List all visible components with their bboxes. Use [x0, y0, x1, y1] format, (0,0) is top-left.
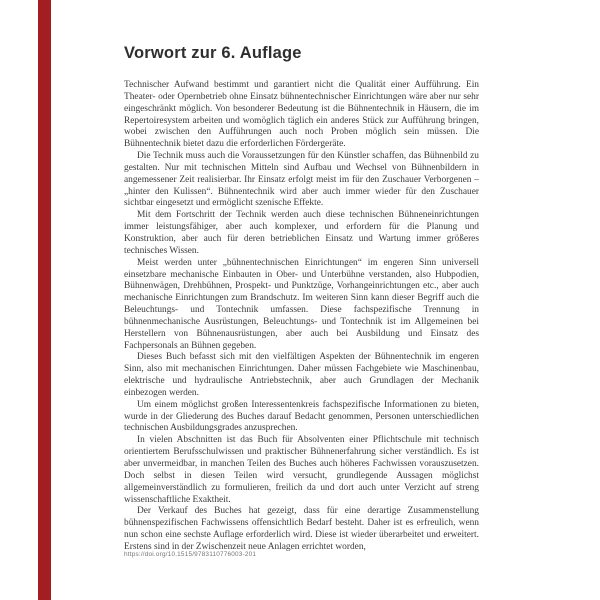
book-edge-accent-bar [38, 0, 51, 600]
paragraph: In vielen Abschnitten ist das Buch für Absolventen einer Pflichtschule mit technisch orientiertem Berufsschulwissen und praktischer Bühnenerfahrung sicher verständlich. Es ist aber unvermeidbar, in manchen Teilen des Buches auch höheres Fachwissen vorauszusetzen. Doch selbst in diesen Teilen wird versucht, grundlegende Aussagen möglichst allgemeinverständlich zu formulieren, freilich da und dort auch unter Verzicht auf streng wissenschaftliche Exaktheit. [124, 435, 479, 505]
paragraph: Mit dem Fortschritt der Technik werden auch diese technischen Bühneneinrichtungen immer leistungsfähiger, aber auch komplexer, und erfordern für die Planung und Konstruktion, aber auch für deren betrieblichen Einsatz und Wartung immer größeres technisches Wissen. [124, 210, 479, 256]
paragraph: Meist werden unter „bühnentechnischen Einrichtungen“ im engeren Sinn universell einsetzbare mechanische Einbauten in Ober- und Unterbühne verstanden, also Hubpodien, Bühnenwägen, Drehbühnen, Prospekt- und Punktzüge, Vorhangeinrichtungen etc., aber auch mechanische Einrichtungen zum Brandschutz. Im weiteren Sinn kann dieser Begriff auch die Beleuchtungs- und Tontechnik umfassen. Diese fachspezifische Trennung in bühnenmechanische Ausrüstungen, Beleuchtungs- und Tontechnik ist im Allgemeinen bei Herstellern von Bühnenausrüstungen, aber auch bei Ausbildung und Einsatz des Fachpersonals an Bühnen gegeben. [124, 257, 479, 351]
page-title: Vorwort zur 6. Auflage [124, 44, 302, 62]
doi-text: https://doi.org/10.1515/9783110776003-201 [124, 551, 257, 558]
body-text [124, 80, 479, 554]
paragraph: Technischer Aufwand bestimmt und garantiert nicht die Qualität einer Aufführung. Ein Theater- oder Opernbetrieb ohne Einsatz bühnentechnischer Einrichtungen wäre aber nur sehr eingeschränkt möglich. Von besonderer Bedeutung ist die Bühnentechnik in Häusern, die im Repertoiresystem arbeiten und womöglich täglich ein anderes Stück zur Aufführung bringen, wobei zwischen den Aufführungen auch noch Proben möglich sein müssen. Die Bühnentechnik bietet dazu die erforderlichen Fördergeräte. [124, 80, 479, 150]
paragraph: Der Verkauf des Buches hat gezeigt, dass für eine derartige Zusammenstellung bühnenspezifischen Fachwissens offensichtlich Bedarf besteht. Daher ist es erfreulich, wenn nun schon eine sechste Auflage erforderlich wird. Diese ist wieder überarbeitet und erweitert. Erstens sind in der Zwischenzeit neue Anlagen errichtet worden, [124, 506, 479, 552]
paragraph: Dieses Buch befasst sich mit den vielfältigen Aspekten der Bühnentechnik im engeren Sinn, also mit mechanischen Einrichtungen. Daher müssen Fachgebiete wie Maschinenbau, elektrische und hydraulische Antriebstechnik, aber auch Grundlagen der Mechanik einbezogen werden. [124, 352, 479, 398]
paragraph: Um einem möglichst großen Interessentenkreis fachspezifische Informationen zu bieten, wurde in der Gliederung des Buches darauf Bedacht genommen, Personen unterschiedlichen technischen Ausbildungsgrades anzusprechen. [124, 399, 479, 434]
paragraph: Die Technik muss auch die Voraussetzungen für den Künstler schaffen, das Bühnenbild zu gestalten. Nur mit technischen Mitteln sind Aufbau und Wechsel von Bühnenbildern in angemessener Zeit realisierbar. Ihr Einsatz erfolgt meist im für den Zuschauer Verborgenen – „hinter den Kulissen“. Bühnentechnik wird aber auch immer wieder für den Zuschauer sichtbar eingesetzt und ermöglicht szenische Effekte. [124, 151, 479, 209]
page-content [124, 44, 479, 554]
